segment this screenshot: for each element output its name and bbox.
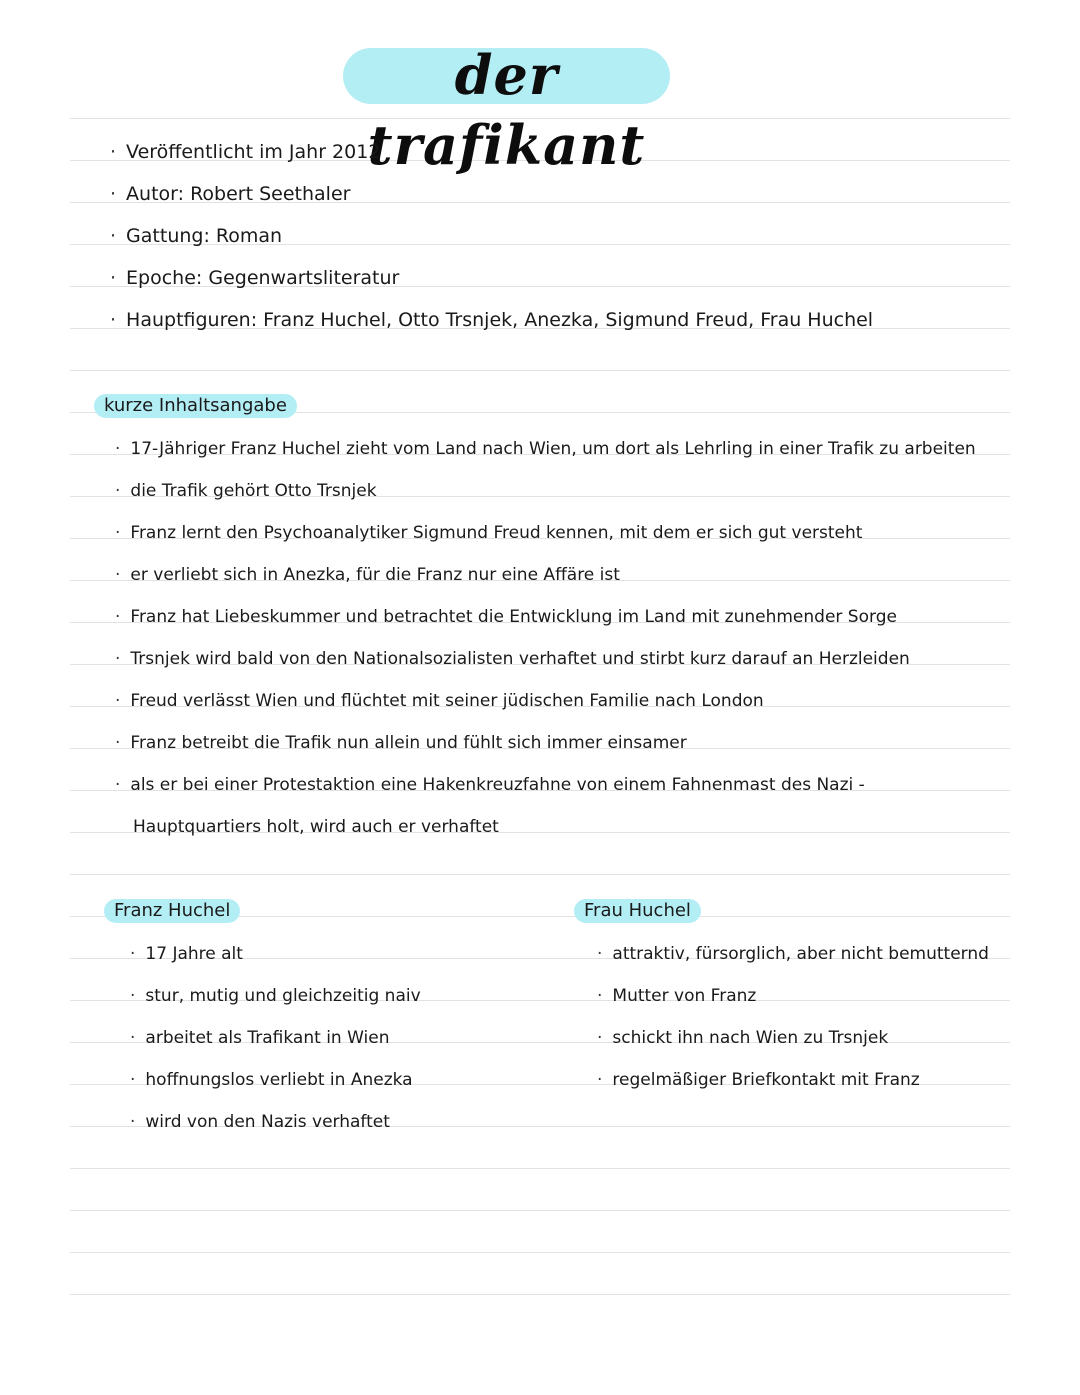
franz-heading: Franz Huchel xyxy=(104,899,240,923)
summary-item: · Franz betreibt die Trafik nun allein und fühlt sich immer einsamer xyxy=(115,733,687,753)
summary-item: · die Trafik gehört Otto Trsnjek xyxy=(115,481,377,501)
summary-item: · er verliebt sich in Anezka, für die Franz nur eine Affäre ist xyxy=(115,565,620,585)
fact-item: · Autor: Robert Seethaler xyxy=(110,183,351,205)
summary-item: · Trsnjek wird bald von den Nationalsozialisten verhaftet und stirbt kurz darauf an Herzleiden xyxy=(115,649,910,669)
fact-item: · Gattung: Roman xyxy=(110,225,283,247)
summary-item: · Freud verlässt Wien und flüchtet mit seiner jüdischen Familie nach London xyxy=(115,691,764,711)
summary-item: · Franz lernt den Psychoanalytiker Sigmund Freud kennen, mit dem er sich gut versteht xyxy=(115,523,863,543)
summary-heading: kurze Inhaltsangabe xyxy=(94,394,297,418)
ruled-line xyxy=(70,1168,1010,1169)
summary-item-continuation: Hauptquartiers holt, wird auch er verhaftet xyxy=(133,817,499,837)
ruled-line xyxy=(70,1210,1010,1211)
summary-item: · 17-Jähriger Franz Huchel zieht vom Land nach Wien, um dort als Lehrling in einer Trafik zu arbeiten xyxy=(115,439,976,459)
fact-item: · Veröffentlicht im Jahr 2012 xyxy=(110,141,381,163)
frau-item: · Mutter von Franz xyxy=(597,986,757,1006)
franz-item: · stur, mutig und gleichzeitig naiv xyxy=(130,986,421,1006)
fact-item: · Epoche: Gegenwartsliteratur xyxy=(110,267,400,289)
ruled-line xyxy=(70,1294,1010,1295)
ruled-line xyxy=(70,370,1010,371)
summary-item: · Franz hat Liebeskummer und betrachtet die Entwicklung im Land mit zunehmender Sorge xyxy=(115,607,897,627)
frau-item: · regelmäßiger Briefkontakt mit Franz xyxy=(597,1070,920,1090)
frau-heading: Frau Huchel xyxy=(574,899,701,923)
frau-item: · schickt ihn nach Wien zu Trsnjek xyxy=(597,1028,889,1048)
page-title: der trafikant xyxy=(367,43,646,177)
ruled-line xyxy=(70,1252,1010,1253)
franz-item: · arbeitet als Trafikant in Wien xyxy=(130,1028,390,1048)
ruled-line xyxy=(70,874,1010,875)
frau-item: · attraktiv, fürsorglich, aber nicht bemutternd xyxy=(597,944,989,964)
summary-item: · als er bei einer Protestaktion eine Hakenkreuzfahne von einem Fahnenmast des Nazi - xyxy=(115,775,865,795)
fact-item: · Hauptfiguren: Franz Huchel, Otto Trsnjek, Anezka, Sigmund Freud, Frau Huchel xyxy=(110,309,874,331)
franz-item: · hoffnungslos verliebt in Anezka xyxy=(130,1070,413,1090)
franz-item: · wird von den Nazis verhaftet xyxy=(130,1112,390,1132)
franz-item: · 17 Jahre alt xyxy=(130,944,243,964)
